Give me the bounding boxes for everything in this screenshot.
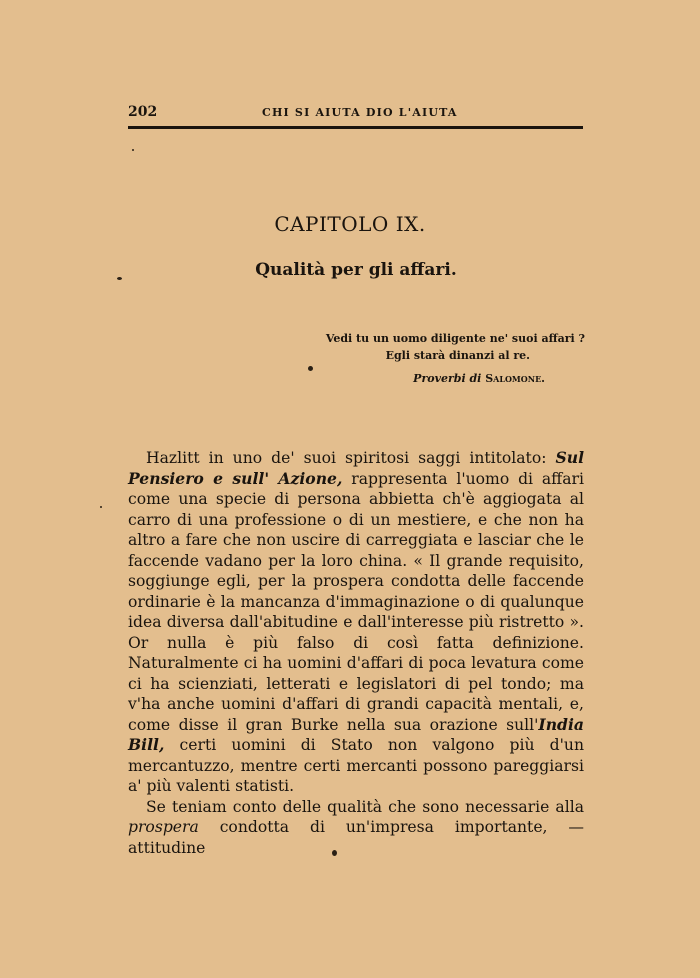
ink-speck: [332, 850, 337, 856]
text-run: condotta di un'impresa importante, — attitudine: [128, 818, 584, 857]
header-rule: [128, 126, 583, 129]
page-number: 202: [128, 104, 158, 120]
ink-speck: [100, 506, 102, 508]
chapter-title: CAPITOLO IX.: [274, 212, 426, 236]
attribution-prefix: Proverbi di: [413, 372, 482, 385]
text-run: Hazlitt in uno de' suoi spiritosi saggi intitolato:: [146, 449, 556, 467]
paragraph: [128, 448, 584, 797]
epigraph-attribution: [413, 372, 545, 385]
epigraph-line: Vedi tu un uomo diligente ne' suoi affari ?: [325, 332, 585, 345]
ink-speck: [308, 366, 313, 371]
text-run: certi uomini di Stato non valgono più d'un mercantuzzo, mentre certi mercanti possono pareggiarsi a' più valenti statisti.: [128, 736, 584, 795]
text-run: Se teniam conto delle qualità che sono necessarie alla: [146, 797, 584, 816]
attribution-name: Salomone.: [485, 372, 545, 385]
cited-title: Sul Pensiero e sull' Azione,: [128, 448, 584, 488]
body-text: [128, 448, 584, 858]
cited-bill: India Bill,: [128, 714, 584, 754]
chapter-subtitle: Qualità per gli affari.: [255, 260, 457, 280]
paragraph: [128, 797, 584, 859]
epigraph-line: Egli starà dinanzi al re.: [385, 349, 530, 362]
running-title: CHI SI AIUTA DIO L'AIUTA: [262, 106, 458, 119]
emphasis: prospera: [128, 818, 199, 836]
running-head: [128, 100, 583, 122]
ink-speck: [117, 277, 122, 280]
ink-speck: [132, 149, 134, 151]
text-run: rappresenta l'uomo di affari come una specie di persona abbietta ch'è aggiogata al carro di una professione o di un mestiere, e che non ha altro a fare che non uscire di carreggiata e lasciar che le faccende vadano per la loro china. « Il grande requisito, soggiunge egli, per la prospera condotta delle faccende ordinarie è la mancanza d'immaginazione o di qualunque idea diversa dall'abitudine e dall'interesse più ristretto ». Or nulla è più falso di così fatta definizione. Naturalmente ci ha uomini d'affari di poca levatura come ci ha scienziati, letterati e legislatori di pel tondo; ma v'ha anche uomini d'affari di grandi capacità mentali, e, come disse il gran Burke nella sua orazione sull': [128, 469, 585, 734]
